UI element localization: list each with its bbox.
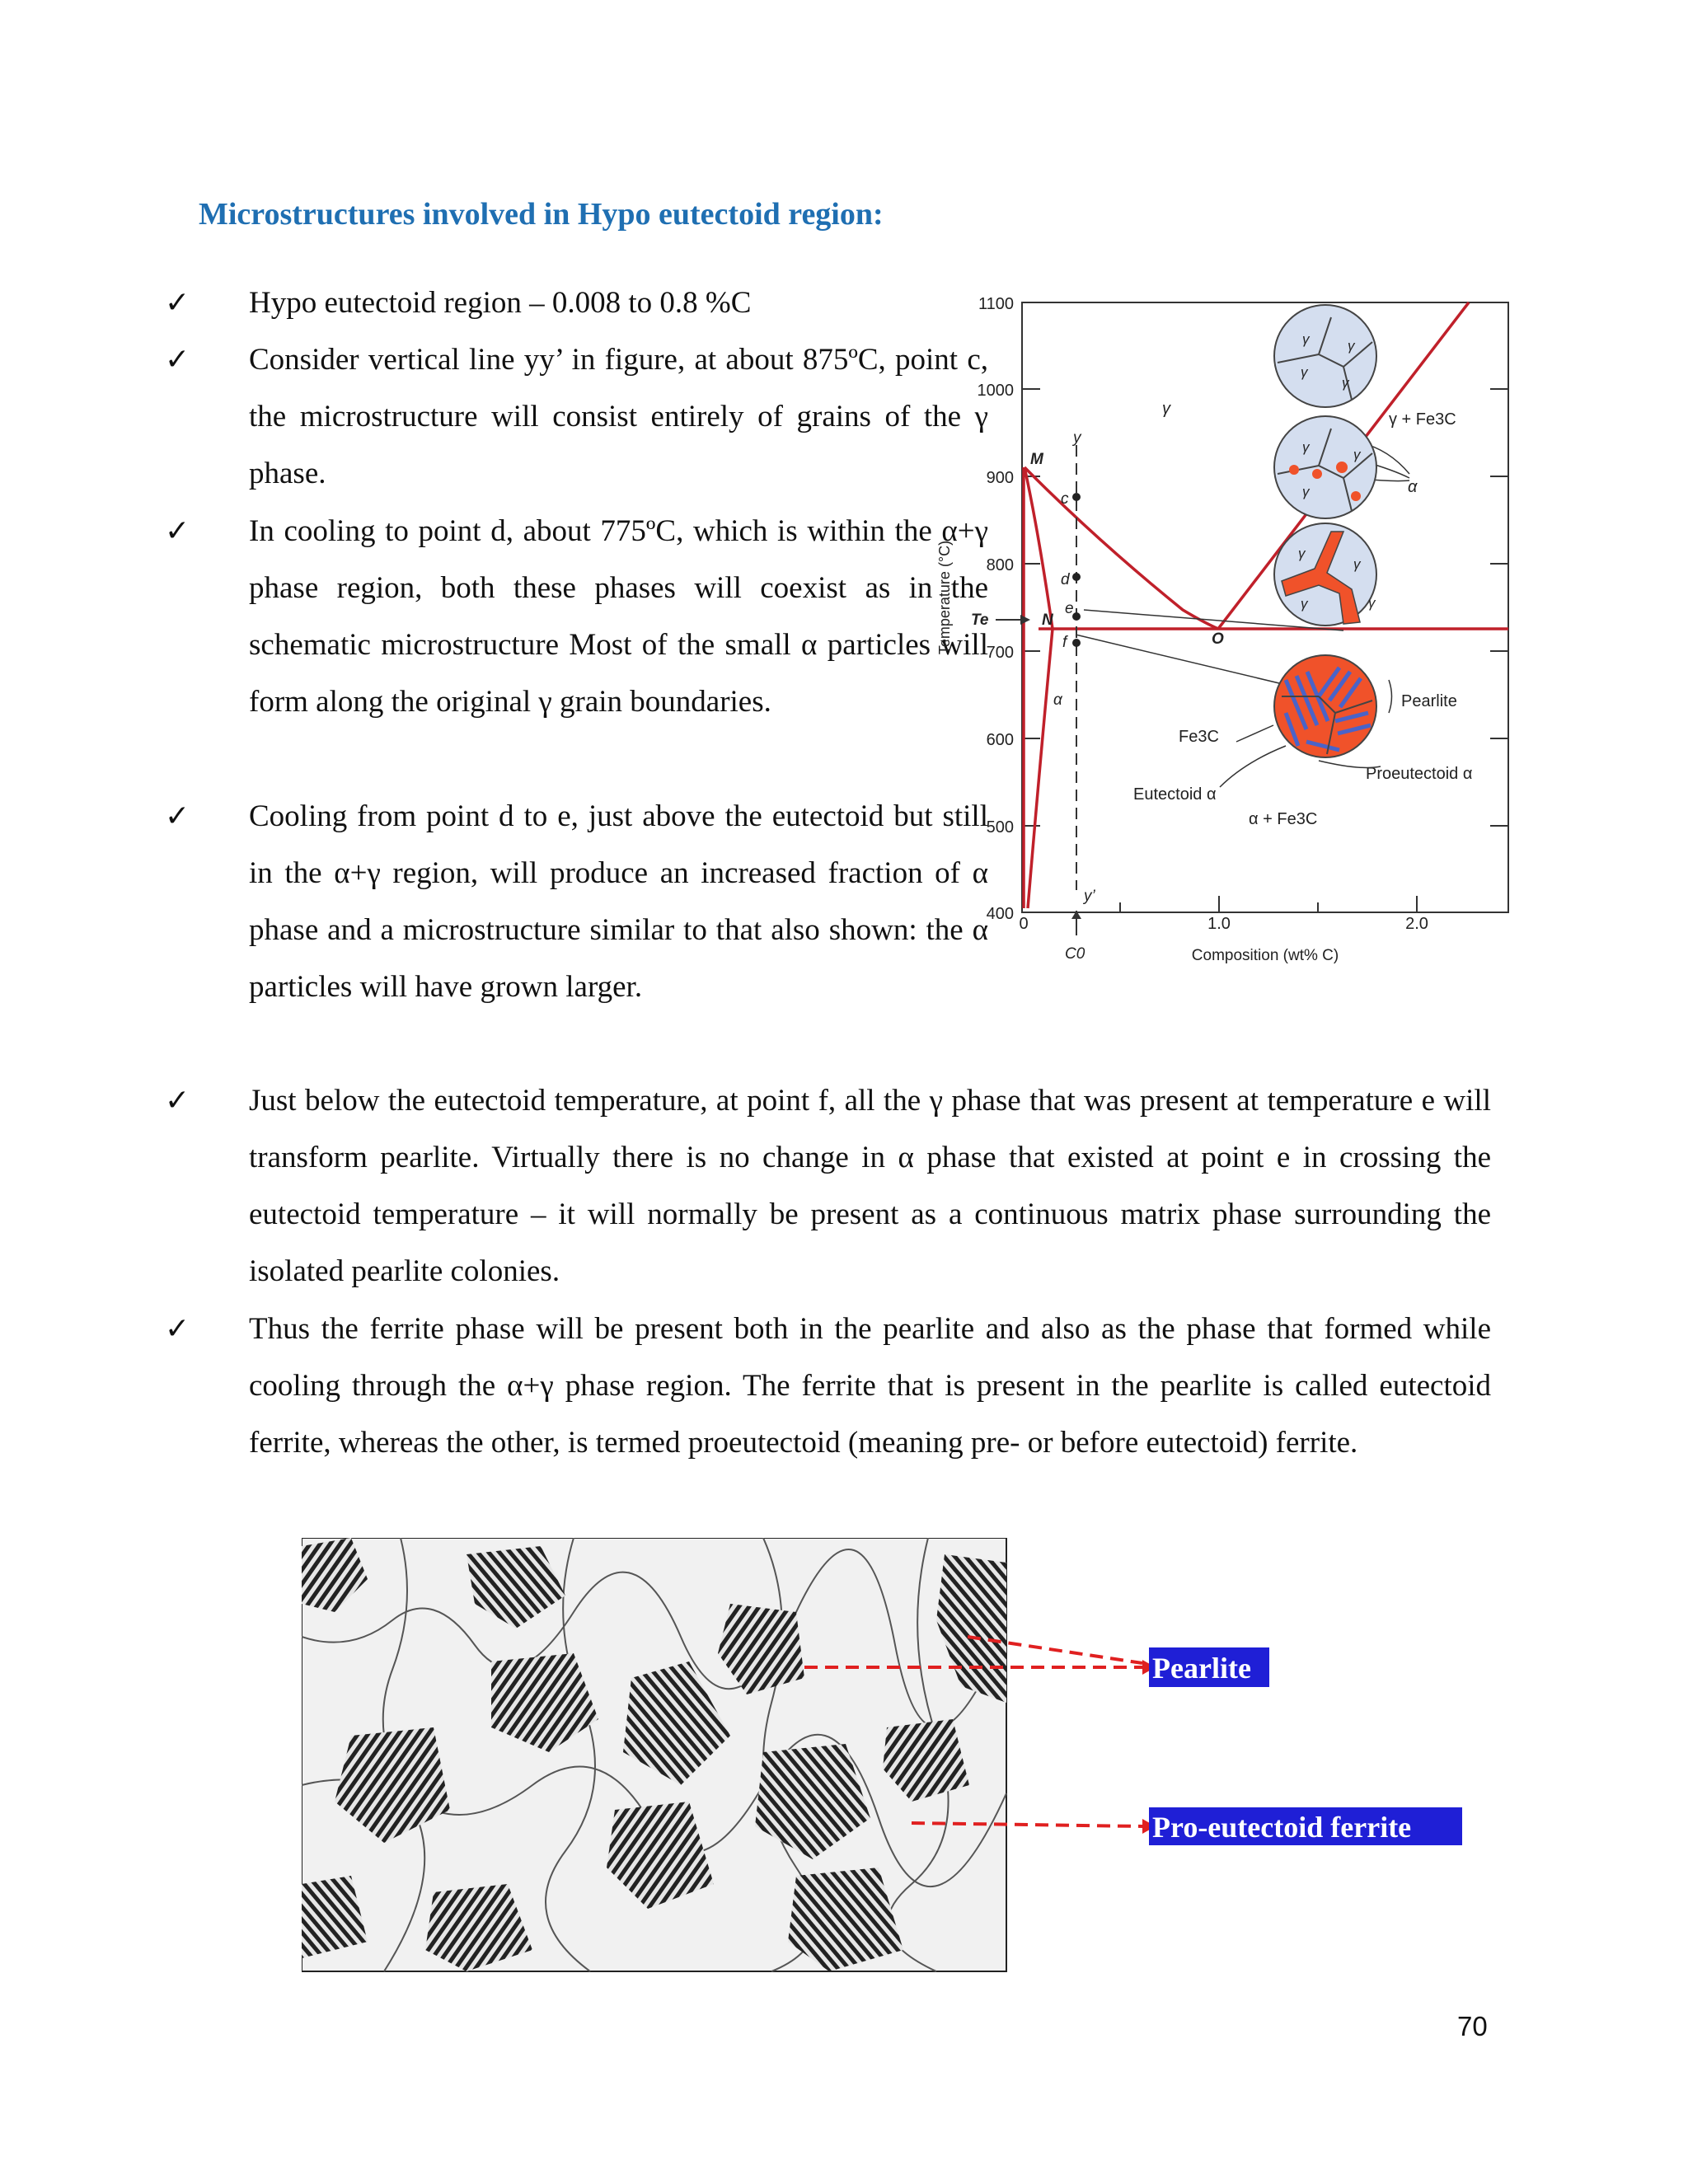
y-axis-label: Temperature (°C) — [936, 540, 953, 655]
check-icon: ✓ — [165, 799, 190, 833]
label-y: y — [1073, 429, 1081, 447]
label-f: f — [1062, 634, 1067, 651]
y-tick-label: 800 — [986, 556, 1014, 574]
svg-text:γ: γ — [1302, 439, 1310, 455]
ferrite-label: Pro-eutectoid ferrite — [1152, 1811, 1412, 1844]
microstructure-alpha-gamma-grown — [1274, 523, 1376, 626]
label-c0: C0 — [1065, 945, 1085, 963]
check-icon: ✓ — [165, 1312, 190, 1346]
label-proeutectoid: Proeutectoid α — [1366, 765, 1473, 783]
svg-text:γ: γ — [1353, 556, 1361, 572]
check-icon: ✓ — [165, 514, 190, 548]
point-c — [1072, 493, 1081, 501]
y-tick-label: 600 — [986, 731, 1014, 749]
microstructure-pearlite — [1274, 655, 1376, 757]
check-icon: ✓ — [165, 1084, 190, 1118]
bullet-text: Thus the ferrite phase will be present both in the pearlite and also as the phase that formed while cooling through the α+γ phase region. The ferrite that is present in the pearlite is called eutectoid ferrite, whereas the other, is termed proeutectoid (meaning pre- or before eutectoid) ferrite. — [249, 1312, 1491, 1460]
svg-text:γ: γ — [1301, 596, 1308, 612]
check-icon: ✓ — [165, 343, 190, 377]
label-y-prime: y’ — [1084, 888, 1095, 905]
y-tick-label: 400 — [986, 905, 1014, 923]
label-N: N — [1042, 612, 1053, 629]
label-gamma-fe3c: γ + Fe3C — [1389, 410, 1456, 429]
x-tick-label: 1.0 — [1207, 915, 1231, 933]
section-heading: Microstructures involved in Hypo eutectoid region: — [199, 197, 884, 232]
label-gamma-region: γ — [1162, 400, 1170, 418]
label-M: M — [1030, 451, 1043, 468]
label-te: Te — [971, 612, 989, 629]
label-c: c — [1061, 490, 1069, 508]
point-d — [1072, 573, 1081, 581]
svg-text:γ: γ — [1298, 546, 1306, 561]
label-fe3c: Fe3C — [1179, 728, 1219, 746]
y-tick-label: 1100 — [978, 295, 1014, 313]
bullet-text: Hypo eutectoid region – 0.008 to 0.8 %C — [249, 286, 752, 320]
svg-text:γ: γ — [1302, 331, 1310, 347]
point-f — [1072, 639, 1081, 647]
label-d: d — [1061, 571, 1070, 588]
label-pearlite: Pearlite — [1401, 692, 1457, 710]
y-tick-label: 900 — [986, 469, 1014, 487]
bullet-text: Cooling from point d to e, just above the eutectoid but still in the α+γ region, will produce an increased fraction of α phase and a microstructure similar to that also shown: the α particles will have grown larger. — [249, 799, 988, 1004]
svg-text:γ: γ — [1302, 484, 1310, 499]
svg-text:γ: γ — [1348, 338, 1355, 354]
x-axis-label: Composition (wt% C) — [1191, 947, 1339, 964]
label-alpha-fe3c: α + Fe3C — [1249, 810, 1318, 828]
bullet-text: In cooling to point d, about 775ºC, which is within the α+γ phase region, both these phases will coexist as in the schematic microstructure Most of the small α particles will form along the original γ grain boundaries. — [249, 514, 988, 719]
y-tick-label: 700 — [986, 644, 1014, 662]
svg-text:γ: γ — [1368, 595, 1376, 611]
check-icon: ✓ — [165, 286, 190, 320]
bullet-text: Just below the eutectoid temperature, at point f, all the γ phase that was present at temperature e will transform pearlite. Virtually there is no change in α phase that existed at point e in crossing the eutectoid temperature – it will normally be present as a continuous matrix phase surrounding the isolated pearlite colonies. — [249, 1084, 1491, 1288]
label-eutectoid: Eutectoid α — [1133, 785, 1217, 804]
microstructure-alpha-gamma — [1274, 416, 1376, 518]
label-O: O — [1212, 630, 1224, 648]
svg-text:γ: γ — [1342, 375, 1349, 391]
micrograph — [302, 1538, 1472, 1975]
bullet-text: Consider vertical line yy’ in figure, at about 875ºC, point c, the microstructure will consist entirely of grains of the γ phase. — [249, 343, 988, 490]
y-tick-label: 500 — [986, 818, 1014, 837]
svg-text:γ: γ — [1353, 447, 1361, 462]
y-tick-label: 1000 — [977, 382, 1014, 400]
svg-text:γ: γ — [1301, 364, 1308, 380]
pearlite-label: Pearlite — [1152, 1652, 1251, 1685]
x-tick-label: 2.0 — [1405, 915, 1428, 933]
label-alpha-pointer: α — [1408, 478, 1418, 496]
x-tick-label: 0 — [1019, 915, 1029, 933]
label-e: e — [1065, 600, 1074, 617]
microstructure-gamma — [1274, 305, 1376, 407]
label-alpha: α — [1053, 691, 1062, 709]
phase-diagram — [931, 284, 1517, 968]
page-number: 70 — [1457, 2011, 1488, 2041]
